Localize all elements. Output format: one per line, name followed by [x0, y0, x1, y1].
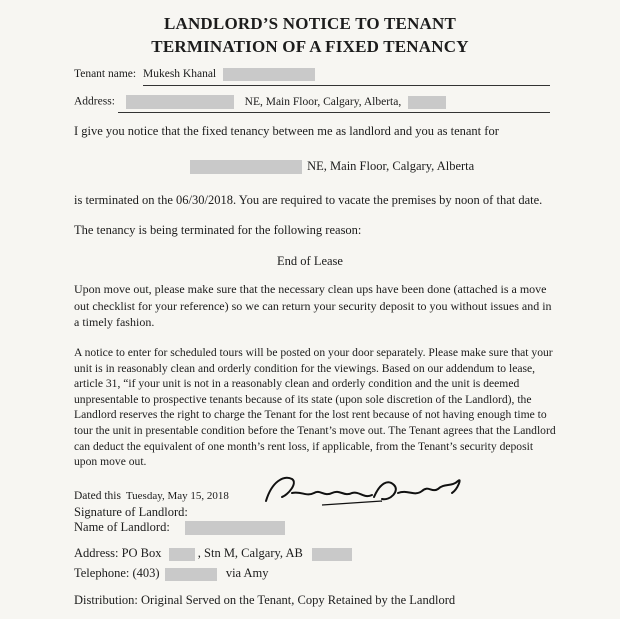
contact-address-row	[74, 546, 352, 561]
name-of-landlord-row	[74, 520, 285, 535]
telephone-rest: via Amy	[225, 566, 269, 580]
address-underline	[118, 112, 550, 113]
property-row	[190, 159, 474, 174]
tours-paragraph: A notice to enter for scheduled tours will be posted on your door separately. Please make sure that your unit is in reasonably clean and orderly condition for the viewings. Based on our addendum to lease, article 31, “if your unit is not in a reasonably clean and orderly condition and the unit is deemed unpresentable to prospective tenants because of its state (upon sole discretion of the Landlord), the Landlord reserves the right to charge the Tenant for the lost rent because of not having enough time to tour the unit in presentable condition before the Tenant’s move out. The Tenant agrees that the Landlord can deduct the equivalent of one month’s rent loss, if applicable, from the Tenant’s security deposit upon move out.	[74, 346, 556, 469]
handwritten-signature	[262, 471, 472, 511]
tenant-name-label: Tenant name:	[74, 68, 137, 81]
name-of-landlord-label: Name of Landlord:	[74, 520, 170, 534]
redaction-box	[190, 160, 302, 174]
redaction-box	[223, 68, 315, 81]
address-value: NE, Main Floor, Calgary, Alberta,	[244, 95, 402, 108]
dated-label: Dated this	[74, 490, 121, 502]
telephone-label: Telephone: (403)	[74, 566, 160, 580]
redaction-box	[408, 96, 446, 109]
dated-value: Tuesday, May 15, 2018	[125, 490, 229, 502]
termination-date-line: is terminated on the 06/30/2018. You are required to vacate the premises by noon of that date.	[74, 193, 543, 207]
tenant-name-value: Mukesh Khanal	[142, 68, 217, 81]
property-address: NE, Main Floor, Calgary, Alberta	[307, 159, 475, 173]
redaction-box	[126, 95, 234, 109]
redaction-box	[165, 568, 217, 581]
termination-reason: End of Lease	[277, 254, 343, 268]
title-line-1: LANDLORD’S NOTICE TO TENANT	[163, 14, 457, 33]
redaction-box	[185, 521, 285, 535]
signature-label: Signature of Landlord:	[74, 505, 188, 519]
notice-intro: I give you notice that the fixed tenancy between me as landlord and you as tenant for	[74, 124, 499, 138]
redaction-box	[169, 548, 195, 561]
tenant-name-row	[74, 68, 315, 81]
tenant-name-underline	[143, 85, 550, 86]
telephone-row	[74, 566, 269, 581]
redaction-box	[312, 548, 352, 561]
reason-intro: The tenancy is being terminated for the following reason:	[74, 223, 362, 237]
address-row	[74, 95, 446, 109]
address-label: Address:	[74, 95, 115, 108]
title-line-2: TERMINATION OF A FIXED TENANCY	[151, 37, 469, 56]
contact-address-label: Address: PO Box	[74, 546, 162, 560]
dated-row	[74, 490, 229, 502]
contact-address-rest: , Stn M, Calgary, AB	[197, 546, 303, 560]
distribution-line: Distribution: Original Served on the Tenant, Copy Retained by the Landlord	[74, 593, 456, 607]
move-out-paragraph: Upon move out, please make sure that the necessary clean ups have been done (attached is a move out checklist for your reference) so we can return your security deposit to you without issues and in a timely fashion.	[74, 282, 552, 329]
